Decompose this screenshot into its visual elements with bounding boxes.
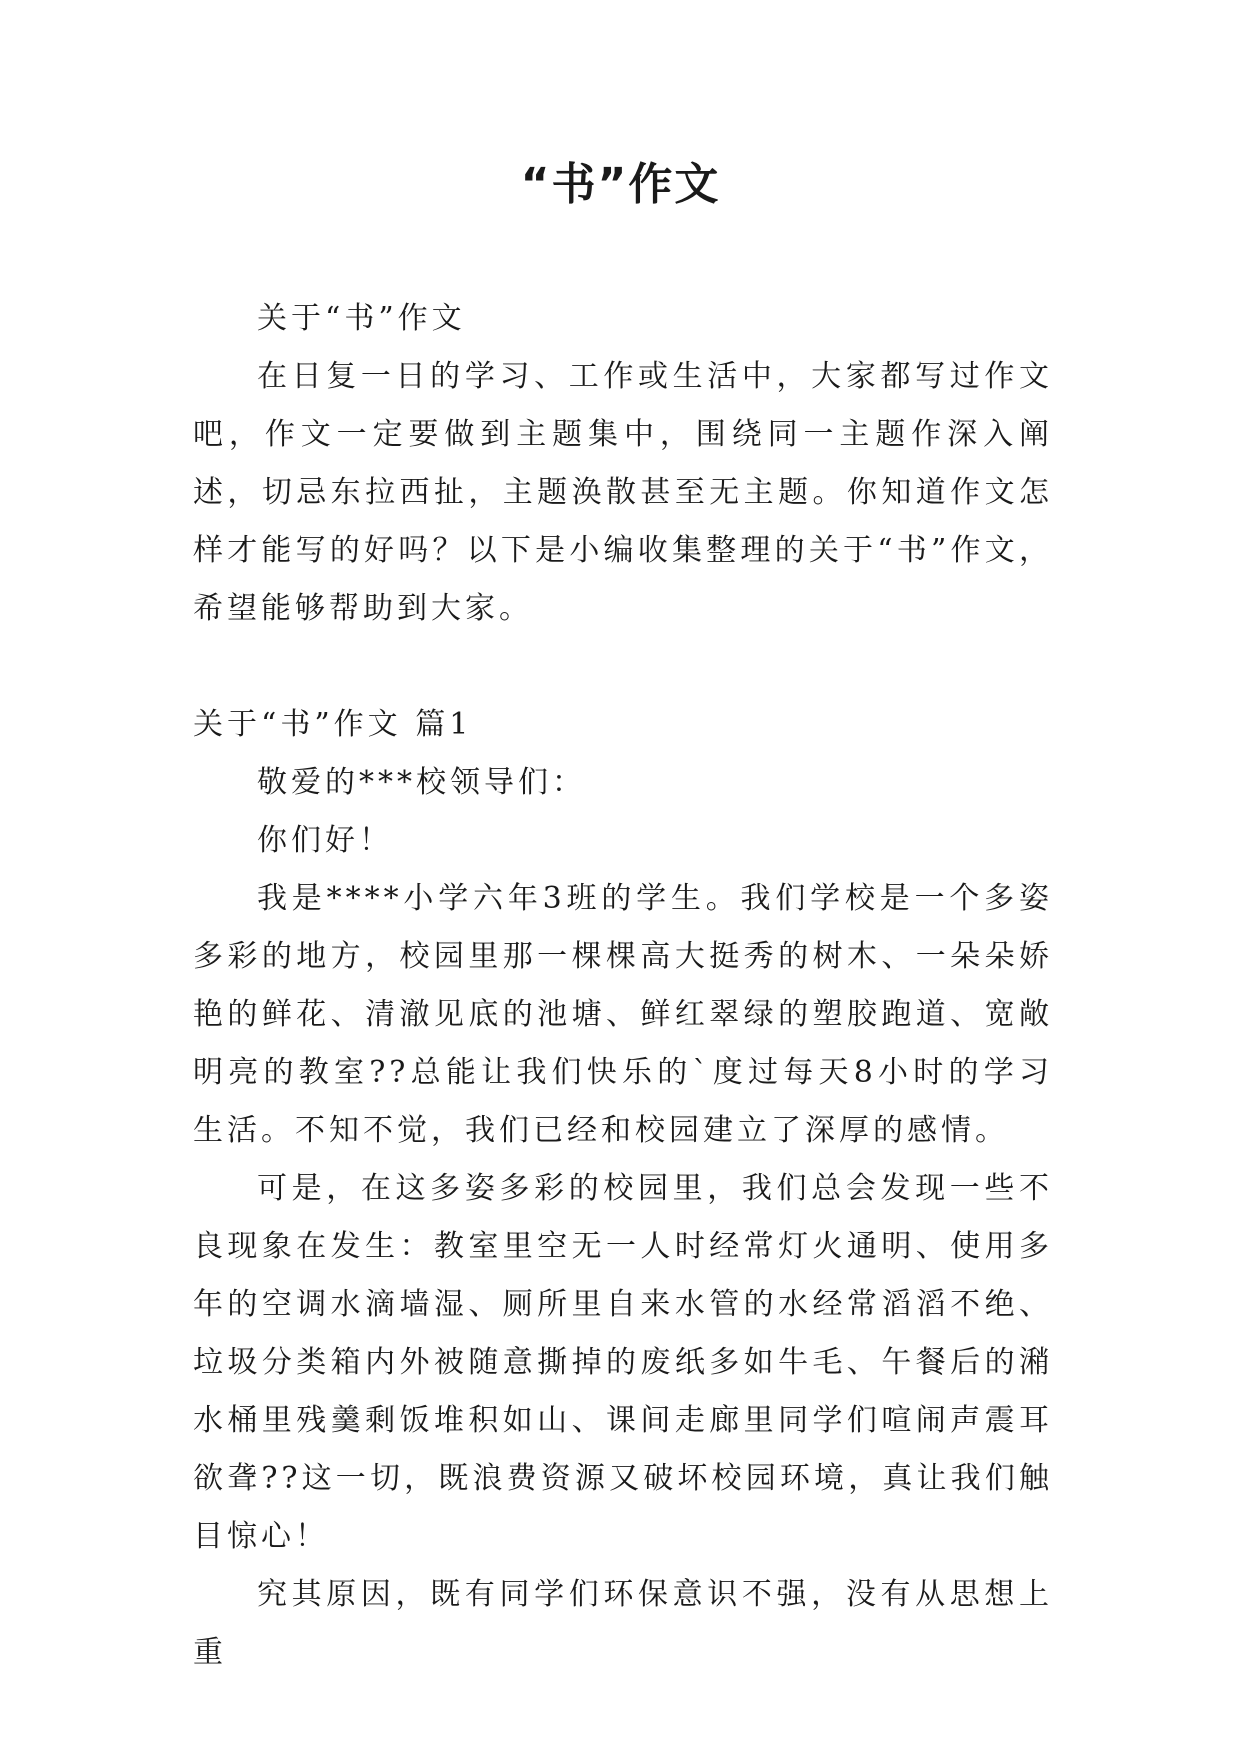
body-paragraph-3: 究其原因，既有同学们环保意识不强，没有从思想上重 [193,1577,1053,1670]
body-paragraph-2: 可是，在这多姿多彩的校园里，我们总会发现一些不良现象在发生：教室里空无一人时经常灯火通明、使用多年的空调水滴墙湿、厕所里自来水管的水经常滔滔不绝、垃圾分类箱内外被随意撕掉的废纸多如牛毛、午餐后的潲水桶里残羹剩饭堆积如山、课间走廊里同学们喧闹声震耳欲聋??这一切，既浪费资源又破坏校园环境，真让我们触目惊心！ [193,1171,1053,1554]
document-title: “书”作文 [520,159,721,210]
greeting: 你们好！ [257,823,393,858]
salutation: 敬爱的***校领导们： [257,765,586,800]
body-paragraph-1: 我是****小学六年3班的学生。我们学校是一个多姿多彩的地方，校园里那一棵棵高大挺秀的树木、一朵朵娇艳的鲜花、清澈见底的池塘、鲜红翠绿的塑胶跑道、宽敞明亮的教室??总能让我们快乐的`度过每天8小时的学习生活。不知不觉，我们已经和校园建立了深厚的感情。 [193,881,1053,1148]
intro-paragraph: 在日复一日的学习、工作或生活中，大家都写过作文吧，作文一定要做到主题集中，围绕同一主题作深入阐述，切忌东拉西扯，主题涣散甚至无主题。你知道作文怎样才能写的好吗？以下是小编收集整理的关于“书”作文，希望能够帮助到大家。 [193,359,1053,626]
section-heading: 关于“书”作文 篇1 [193,707,473,742]
document-body [193,290,1053,1682]
intro-heading: 关于“书”作文 [257,301,466,336]
